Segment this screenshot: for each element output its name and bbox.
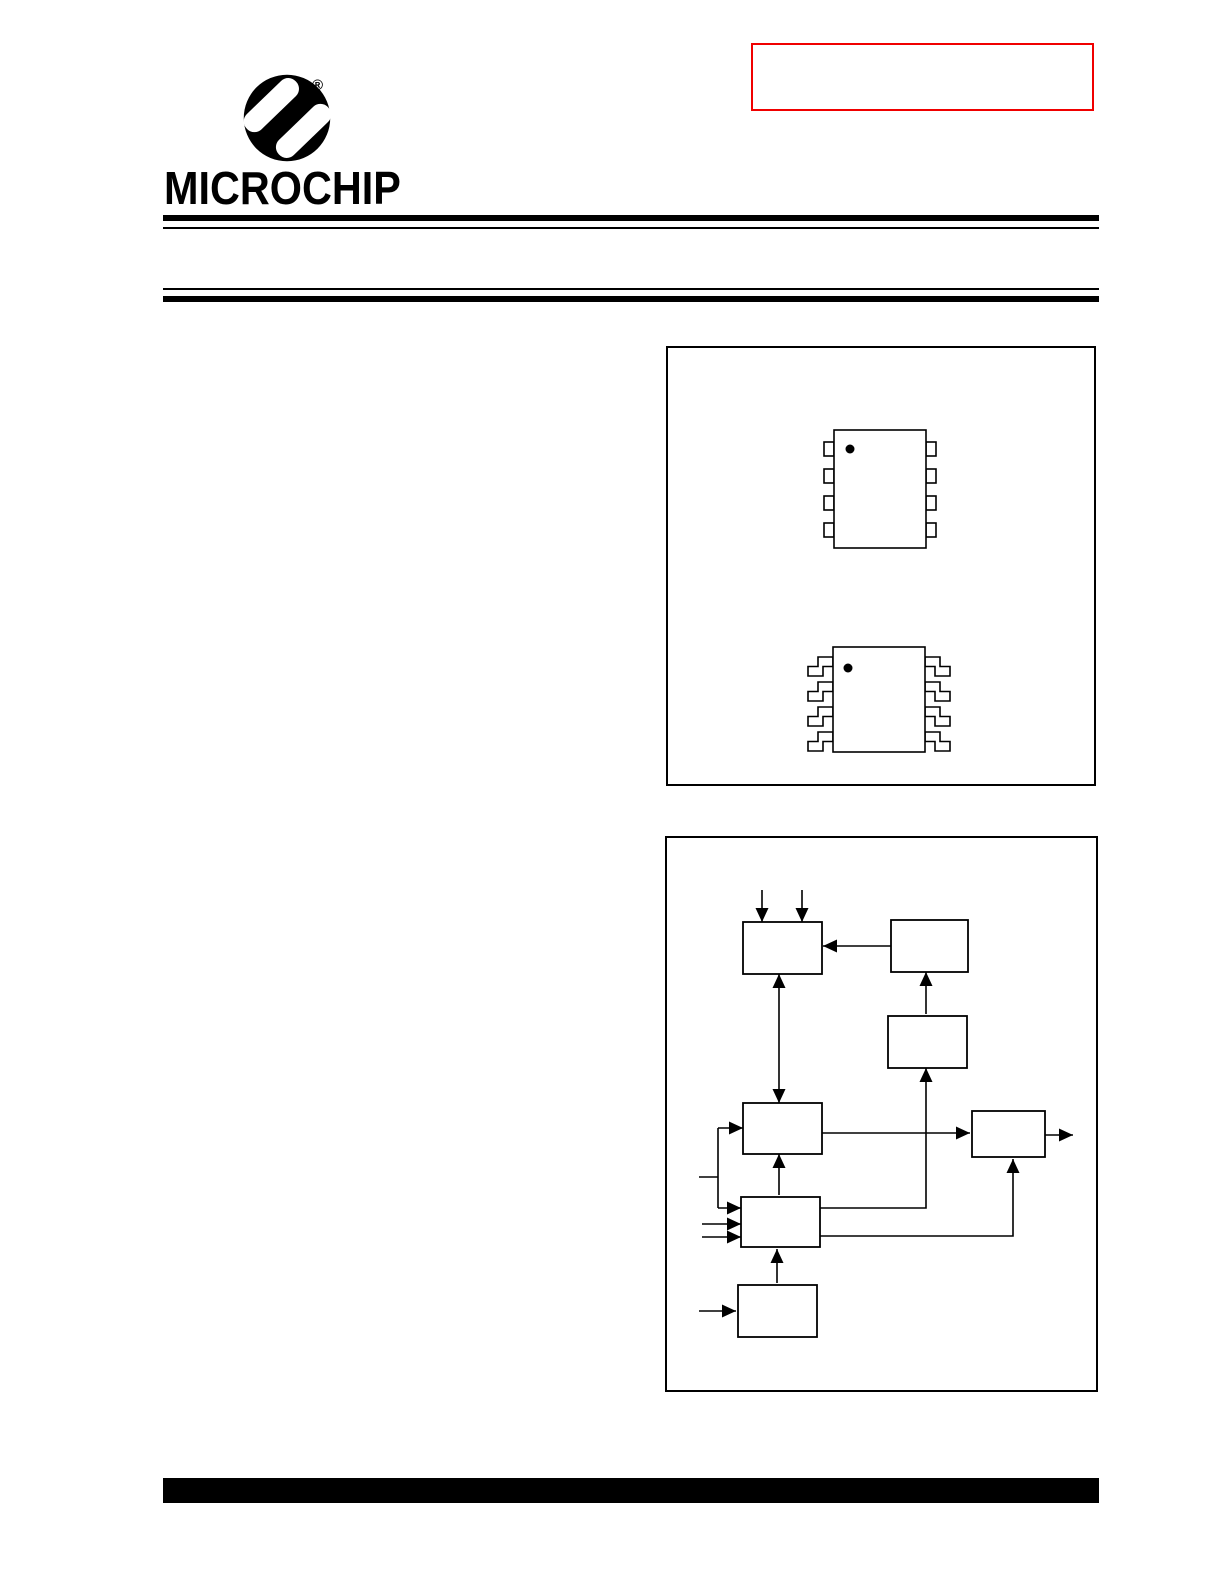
header-rule-thick xyxy=(163,215,1099,221)
part-number-box xyxy=(751,43,1094,111)
package-stepped-lead xyxy=(808,647,950,752)
block-2 xyxy=(891,920,968,972)
block-3 xyxy=(888,1016,967,1068)
pin-right xyxy=(925,707,950,726)
block-7 xyxy=(738,1285,817,1337)
block-diagram-box xyxy=(665,836,1098,1392)
pin-left xyxy=(808,732,833,751)
arrow-b6-to-b3 xyxy=(820,1068,926,1208)
block-diagram xyxy=(667,838,1096,1390)
package-figure-box xyxy=(666,346,1096,786)
pin-right xyxy=(926,496,936,510)
pin-right xyxy=(925,682,950,701)
block-5 xyxy=(972,1111,1045,1157)
pin1-dot xyxy=(846,445,855,454)
arrow-b6-to-b5 xyxy=(820,1159,1013,1236)
pin-left xyxy=(808,657,833,676)
pin-left xyxy=(824,523,834,537)
title-rule-thick xyxy=(163,296,1099,302)
diagram-blocks xyxy=(738,920,1045,1337)
pin-right xyxy=(926,523,936,537)
pin-left xyxy=(824,496,834,510)
block-6 xyxy=(741,1197,820,1247)
pin-right xyxy=(925,657,950,676)
pin-left xyxy=(808,707,833,726)
pin-left xyxy=(808,682,833,701)
pin-right xyxy=(926,469,936,483)
pin-right xyxy=(926,442,936,456)
package-body xyxy=(833,647,925,752)
package-figure xyxy=(668,348,1094,784)
logo-wordmark: MICROCHIP xyxy=(164,162,401,214)
pin-left xyxy=(824,442,834,456)
registered-trademark-symbol: ® xyxy=(312,77,324,94)
title-rule-thin xyxy=(163,288,1099,290)
pin-right xyxy=(925,732,950,751)
block-4 xyxy=(743,1103,822,1154)
pin1-dot xyxy=(844,664,853,673)
block-1 xyxy=(743,922,822,974)
header-rule-thin xyxy=(163,227,1099,229)
footer-bar xyxy=(163,1478,1099,1503)
package-8pin xyxy=(824,430,936,548)
pin-left xyxy=(824,469,834,483)
